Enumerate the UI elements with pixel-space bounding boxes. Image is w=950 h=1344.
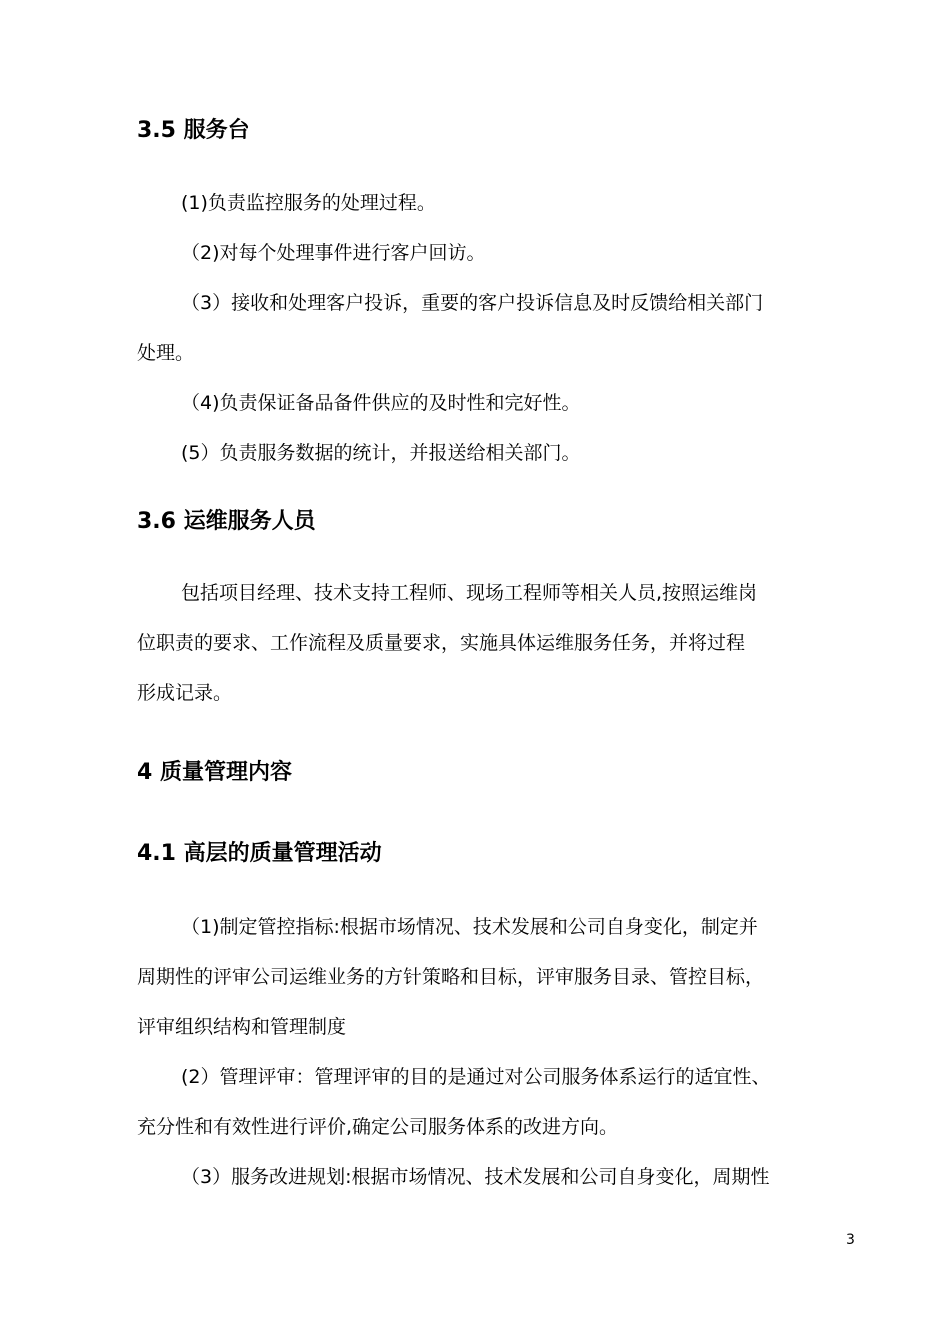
paragraph-line: （2)对每个处理事件进行客户回访。 bbox=[181, 242, 486, 264]
paragraph-line: 充分性和有效性进行评价,确定公司服务体系的改进方向。 bbox=[137, 1116, 619, 1138]
paragraph-line: 周期性的评审公司运维业务的方针策略和目标，评审服务目录、管控目标， bbox=[137, 966, 765, 988]
paragraph-line: 位职责的要求、工作流程及质量要求，实施具体运维服务任务，并将过程 bbox=[137, 632, 746, 654]
paragraph-line: （3）服务改进规划:根据市场情况、技术发展和公司自身变化，周期性 bbox=[181, 1166, 770, 1188]
paragraph-line: （1)制定管控指标:根据市场情况、技术发展和公司自身变化，制定并 bbox=[181, 916, 758, 938]
paragraph-line: (2）管理评审：管理评审的目的是通过对公司服务体系运行的适宜性、 bbox=[181, 1066, 771, 1088]
paragraph-line: 包括项目经理、技术支持工程师、现场工程师等相关人员,按照运维岗 bbox=[181, 582, 758, 604]
section-heading-4: 4 质量管理内容 bbox=[137, 760, 292, 785]
section-heading-3-6: 3.6 运维服务人员 bbox=[137, 509, 316, 534]
paragraph-line: 处理。 bbox=[137, 342, 195, 364]
paragraph-line: (5）负责服务数据的统计，并报送给相关部门。 bbox=[181, 442, 581, 464]
paragraph-line: 形成记录。 bbox=[137, 682, 233, 704]
paragraph-line: （4)负责保证备品备件供应的及时性和完好性。 bbox=[181, 392, 581, 414]
section-heading-4-1: 4.1 高层的质量管理活动 bbox=[137, 841, 382, 866]
paragraph-line: (1)负责监控服务的处理过程。 bbox=[181, 192, 436, 214]
paragraph-line: （3）接收和处理客户投诉，重要的客户投诉信息及时反馈给相关部门 bbox=[181, 292, 764, 314]
paragraph-line: 评审组织结构和管理制度 bbox=[137, 1016, 347, 1038]
page-number: 3 bbox=[846, 1232, 855, 1248]
section-heading-3-5: 3.5 服务台 bbox=[137, 118, 250, 143]
